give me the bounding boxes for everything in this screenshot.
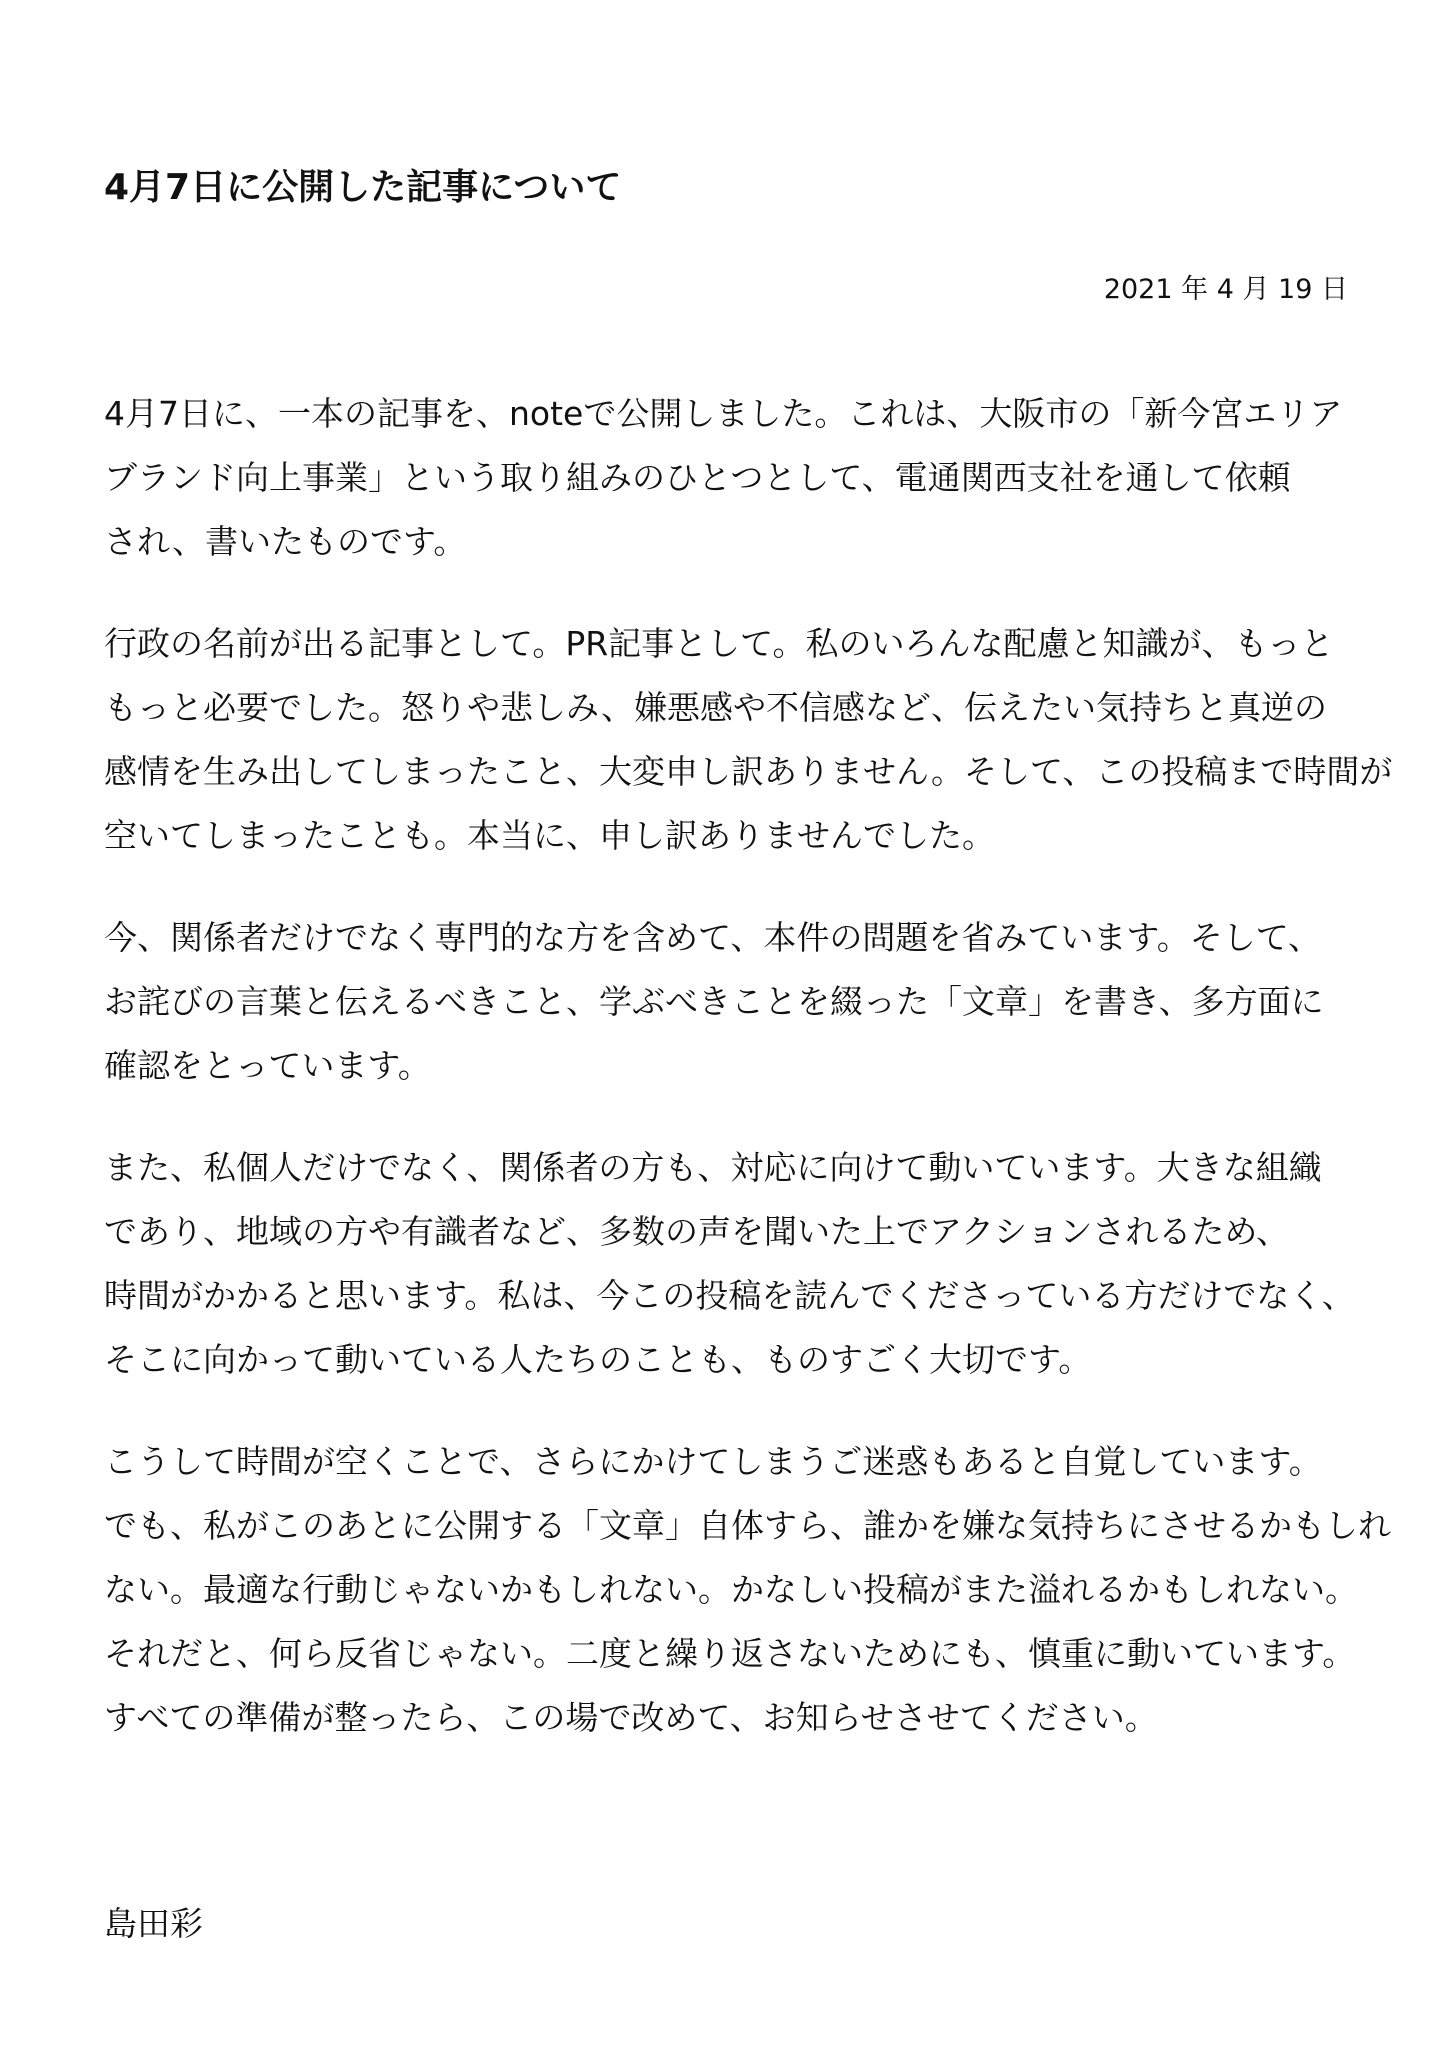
text-line: すべての準備が整ったら、この場で改めて、お知らせさせてください。 <box>104 1698 1158 1737</box>
text-line: 感情を生み出してしまったこと、大変申し訳ありません。そして、この投稿まで時間が <box>104 752 1393 791</box>
paragraph-4 <box>104 1136 1364 1392</box>
text-line: され、書いたものです。 <box>104 522 467 561</box>
text-line: 4月7日に、一本の記事を、noteで公開しました。これは、大阪市の「新今宮エリア <box>104 394 1343 433</box>
text-line: 行政の名前が出る記事として。PR記事として。私のいろんな配慮と知識が、もっと <box>104 624 1334 663</box>
paragraph-3 <box>104 906 1364 1098</box>
text-line: こうして時間が空くことで、さらにかけてしまうご迷惑もあると自覚しています。 <box>104 1442 1322 1481</box>
paragraph-2 <box>104 612 1393 868</box>
text-line: そこに向かって動いている人たちのことも、ものすごく大切です。 <box>104 1340 1092 1379</box>
text-line: でも、私がこのあとに公開する「文章」自体すら、誰かを嫌な気持ちにさせるかもしれ <box>104 1506 1391 1545</box>
text-line: 確認をとっています。 <box>104 1046 431 1085</box>
text-line: それだと、何ら反省じゃない。二度と繰り返さないためにも、慎重に動いています。 <box>104 1634 1356 1673</box>
text-line: ブランド向上事業」という取り組みのひとつとして、電通関西支社を通して依頼 <box>104 458 1291 497</box>
text-line: お詫びの言葉と伝えるべきこと、学ぶべきことを綴った「文章」を書き、多方面に <box>104 982 1324 1021</box>
text-line: また、私個人だけでなく、関係者の方も、対応に向けて動いています。大きな組織 <box>104 1148 1322 1187</box>
paragraph-1 <box>104 382 1364 574</box>
text-line: もっと必要でした。怒りや悲しみ、嫌悪感や不信感など、伝えたい気持ちと真逆の <box>104 688 1327 727</box>
document-title: 4月7日に公開した記事について <box>104 167 622 208</box>
text-line: ない。最適な行動じゃないかもしれない。かなしい投稿がまた溢れるかもしれない。 <box>104 1570 1358 1609</box>
author-signature: 島田彩 <box>104 1904 203 1943</box>
paragraph-5 <box>104 1430 1391 1750</box>
text-line: 空いてしまったことも。本当に、申し訳ありませんでした。 <box>104 816 995 855</box>
text-line: であり、地域の方や有識者など、多数の声を聞いた上でアクションされるため、 <box>104 1212 1290 1251</box>
document-date: 2021 年 4 月 19 日 <box>1103 274 1348 305</box>
text-line: 時間がかかると思います。私は、今この投稿を読んでくださっている方だけでなく、 <box>104 1276 1355 1315</box>
text-line: 今、関係者だけでなく専門的な方を含めて、本件の問題を省みています。そして、 <box>104 918 1322 957</box>
